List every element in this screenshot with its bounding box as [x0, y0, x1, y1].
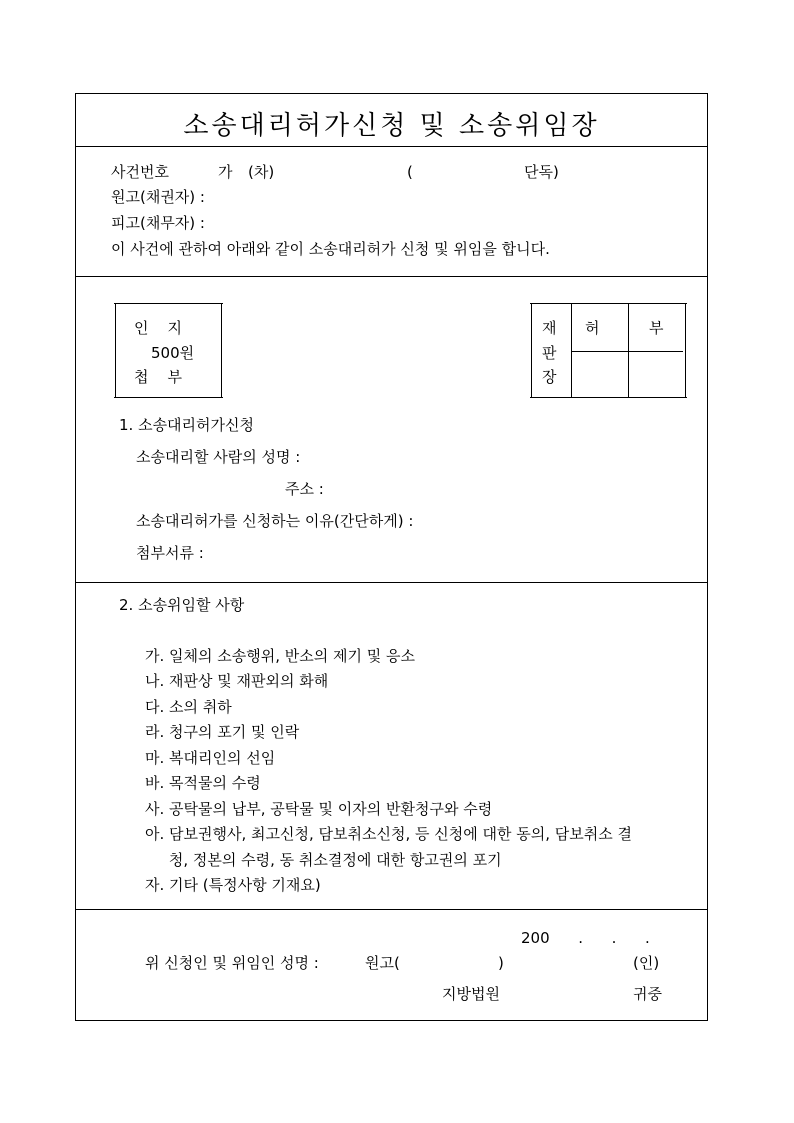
- mandate-item: 가. 일체의 소송행위, 반소의 제기 및 응소: [145, 647, 415, 665]
- signer-label: 위 신청인 및 위임인 성명 :: [145, 954, 319, 972]
- stamp-box: [115, 303, 222, 398]
- judge-approval-box: [531, 303, 686, 398]
- section2-heading: 2. 소송위임할 사항: [119, 596, 245, 614]
- divider: [76, 582, 707, 583]
- addressee: 귀중: [633, 985, 662, 1003]
- attachments-label: 첨부서류 :: [136, 544, 204, 562]
- section1-heading: 1. 소송대리허가신청: [119, 416, 255, 434]
- defendant-label: 피고(채무자) :: [111, 214, 205, 232]
- divider: [76, 909, 707, 910]
- case-paren-open: (: [407, 163, 413, 181]
- date-field: 200 . . .: [521, 929, 650, 947]
- stamp-line-3: 첩 부: [134, 368, 183, 386]
- court-name: 지방법원: [442, 985, 500, 1003]
- seal-mark: (인): [633, 954, 660, 972]
- case-number-label: 사건번호: [111, 163, 169, 181]
- signer-plaintiff: 원고(: [365, 954, 400, 972]
- judge-char-2: 판: [542, 344, 557, 362]
- proxy-address-label: 주소 :: [285, 480, 324, 498]
- case-ga: 가: [218, 163, 233, 181]
- mandate-item: 다. 소의 취하: [145, 698, 232, 716]
- proxy-reason-label: 소송대리허가를 신청하는 이유(간단하게) :: [136, 512, 414, 530]
- divider: [76, 276, 707, 277]
- stamp-line-2: 500원: [151, 344, 195, 362]
- mandate-item: 나. 재판상 및 재판외의 화해: [145, 672, 329, 690]
- proxy-name-label: 소송대리할 사람의 성명 :: [136, 448, 301, 466]
- plaintiff-label: 원고(채권자) :: [111, 188, 205, 206]
- stamp-line-1: 인 지: [134, 319, 183, 337]
- deny-label: 부: [649, 319, 664, 337]
- judge-char-3: 장: [542, 368, 557, 386]
- page-title: 소송대리허가신청 및 소송위임장: [183, 111, 600, 141]
- divider: [76, 146, 707, 147]
- case-single: 단독): [524, 163, 559, 181]
- allow-label: 허: [585, 319, 600, 337]
- judge-char-1: 재: [542, 319, 557, 337]
- mandate-item: 아. 담보권행사, 최고신청, 담보취소신청, 등 신청에 대한 동의, 담보취소 결: [145, 825, 632, 843]
- mandate-item: 마. 복대리인의 선임: [145, 749, 276, 767]
- mandate-item: 라. 청구의 포기 및 인락: [145, 723, 300, 741]
- mandate-item: 사. 공탁물의 납부, 공탁물 및 이자의 반환청구와 수령: [145, 800, 493, 818]
- case-cha: (차): [248, 163, 275, 181]
- form-frame: [75, 93, 708, 1021]
- mandate-item: 자. 기타 (특정사항 기재요): [145, 876, 321, 894]
- signer-plaintiff-close: ): [498, 954, 504, 972]
- mandate-item-continued: 청, 정본의 수령, 동 취소결정에 대한 항고권의 포기: [145, 851, 502, 869]
- mandate-item: 바. 목적물의 수령: [145, 774, 261, 792]
- statement-text: 이 사건에 관하여 아래와 같이 소송대리허가 신청 및 위임을 합니다.: [111, 240, 550, 258]
